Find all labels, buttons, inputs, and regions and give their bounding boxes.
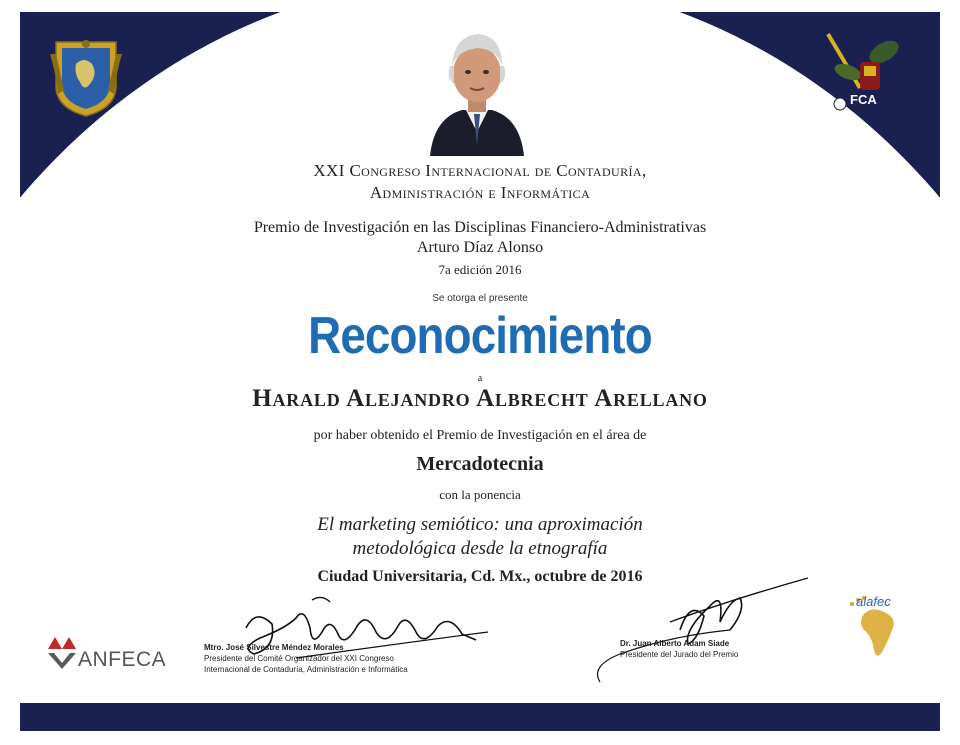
paper-title xyxy=(0,513,960,561)
paper-title-line-2: metodológica desde la etnografía xyxy=(352,538,608,559)
edition-text: 7a edición 2016 xyxy=(438,262,522,277)
anfeca-logo-text: ANFECA xyxy=(78,648,167,671)
signatory-1-name: Mtro. José Silvestre Méndez Morales xyxy=(204,643,344,652)
signatory-1-role-line-2: Internacional de Contaduría, Administración e Informática xyxy=(204,665,408,674)
fca-logo-text: FCA xyxy=(850,92,877,107)
signatory-1-role-line-1: Presidente del Comité Organizador del XXI Congreso xyxy=(204,654,394,663)
signatory-2-role-line-1: Presidente del Jurado del Premio xyxy=(620,650,739,659)
recipient-name: Harald Alejandro Albrecht Arellano xyxy=(252,385,708,412)
signatory-2 xyxy=(620,638,820,660)
anfeca-logo-icon xyxy=(46,633,80,671)
bottom-navy-bar xyxy=(20,703,940,731)
alafec-logo-text: alafec xyxy=(856,594,891,609)
certificate-title: Reconocimiento xyxy=(308,307,652,365)
unam-seal-icon xyxy=(46,34,126,118)
congress-title xyxy=(0,160,960,204)
signature-2-icon xyxy=(580,570,810,690)
congress-line-2: Administración e Informática xyxy=(369,183,591,202)
prize-line-1: Premio de Investigación en las Disciplinas Financiero-Administrativas xyxy=(253,219,707,236)
place-date: Ciudad Universitaria, Cd. Mx., octubre de 2016 xyxy=(317,568,643,585)
congress-line-1: XXI Congreso Internacional de Contaduría, xyxy=(313,161,647,180)
area-text: Mercadotecnia xyxy=(416,453,544,475)
signatory-1 xyxy=(204,642,454,675)
signatory-2-name: Dr. Juan Alberto Adam Siade xyxy=(620,639,730,648)
prize-line-2: Arturo Díaz Alonso xyxy=(416,239,544,256)
portrait-image xyxy=(428,22,526,156)
paper-intro-text: con la ponencia xyxy=(439,487,521,502)
reason-text: por haber obtenido el Premio de Investigación en el área de xyxy=(313,428,647,443)
to-text: a xyxy=(477,373,483,384)
prize-heading xyxy=(0,218,960,258)
awarded-text: Se otorga el presente xyxy=(432,293,528,304)
paper-title-line-1: El marketing semiótico: una aproximación xyxy=(317,514,643,535)
